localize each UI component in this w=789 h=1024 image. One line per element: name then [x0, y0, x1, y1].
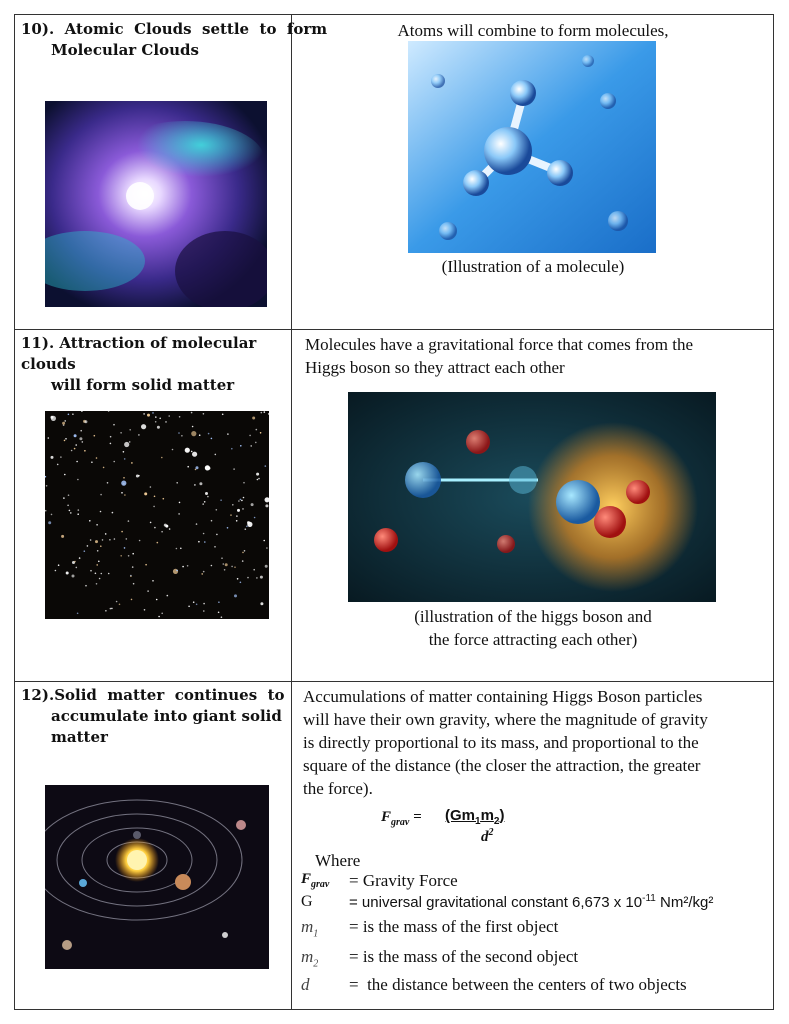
row11-desc-line1: Molecules have a gravitational force that comes from the	[305, 335, 694, 354]
row12-desc	[303, 685, 769, 800]
def-symbol-d: d	[301, 975, 310, 994]
row10-step-line2: Molecular Clouds	[51, 41, 199, 59]
row10-desc	[295, 19, 771, 42]
row11-step-line2: will form solid matter	[51, 376, 235, 394]
where-label: Where	[315, 851, 361, 870]
explanation-table	[14, 14, 774, 1010]
formula-denominator: $d^2$	[481, 827, 494, 845]
row11-caption-line1: (illustration of the higgs boson and	[414, 607, 652, 626]
row11-step	[21, 333, 285, 396]
formula-lhs: F	[381, 809, 392, 825]
row12-step	[21, 685, 285, 748]
higgs-boson-image	[348, 392, 716, 602]
row12-desc-line1: Accumulations of matter containing Higgs Boson particles	[303, 687, 703, 706]
molecule-image	[408, 41, 656, 253]
column-divider	[291, 15, 292, 1009]
formula-numerator: $(Gm_1m_2)$	[445, 807, 505, 827]
def-text-m2: = is the mass of the second object	[349, 947, 579, 966]
row12-step-line2: accumulate into giant solid	[51, 707, 282, 725]
row11-desc-line2: Higgs boson so they attract each other	[305, 358, 565, 377]
row-divider	[15, 329, 773, 330]
star-field-image	[45, 411, 269, 619]
def-text-m1: = is the mass of the first object	[349, 917, 559, 936]
def-text-g: = universal gravitational constant 6,673 x $10^{-11}$ Nm²/kg²	[349, 893, 714, 911]
row12-step-line1: 12).Solid matter continues to	[21, 686, 285, 704]
row11-step-line1: 11). Attraction of molecular clouds	[21, 334, 257, 373]
row12-desc-line4: square of the distance (the closer the attraction, the greater	[303, 756, 701, 775]
row10-step	[21, 19, 328, 61]
def-text-d: = the distance between the centers of two objects	[349, 975, 687, 994]
definitions-list	[301, 871, 771, 1001]
def-symbol-fgrav: $F_{grav}$	[301, 871, 330, 890]
nebula-image	[45, 101, 267, 307]
row12-desc-line2: will have their own gravity, where the magnitude of gravity	[303, 710, 708, 729]
row11-desc	[305, 333, 765, 379]
formula-lhs-sub: grav	[391, 817, 410, 828]
row12-step-line3: matter	[51, 728, 108, 746]
row12-desc-line3: is directly proportional to its mass, and proportional to the	[303, 733, 699, 752]
def-symbol-m1: $m_1$	[301, 917, 319, 940]
gravity-formula	[381, 809, 581, 851]
row11-caption-line2: the force attracting each other)	[428, 630, 638, 649]
row12-desc-line5: the force).	[303, 779, 373, 798]
row10-desc-text: Atoms will combine to form molecules,	[397, 21, 669, 40]
row10-step-line1: 10). Atomic Clouds settle to form	[21, 20, 328, 38]
def-text-fgrav: = Gravity Force	[349, 871, 458, 890]
def-symbol-m2: $m_2$	[301, 947, 319, 970]
row-divider	[15, 681, 773, 682]
row10-caption: (Illustration of a molecule)	[441, 257, 625, 276]
formula-equals: =	[413, 809, 422, 825]
def-symbol-g: G	[301, 893, 313, 910]
row11-caption	[295, 605, 771, 651]
solar-system-image	[45, 785, 269, 969]
